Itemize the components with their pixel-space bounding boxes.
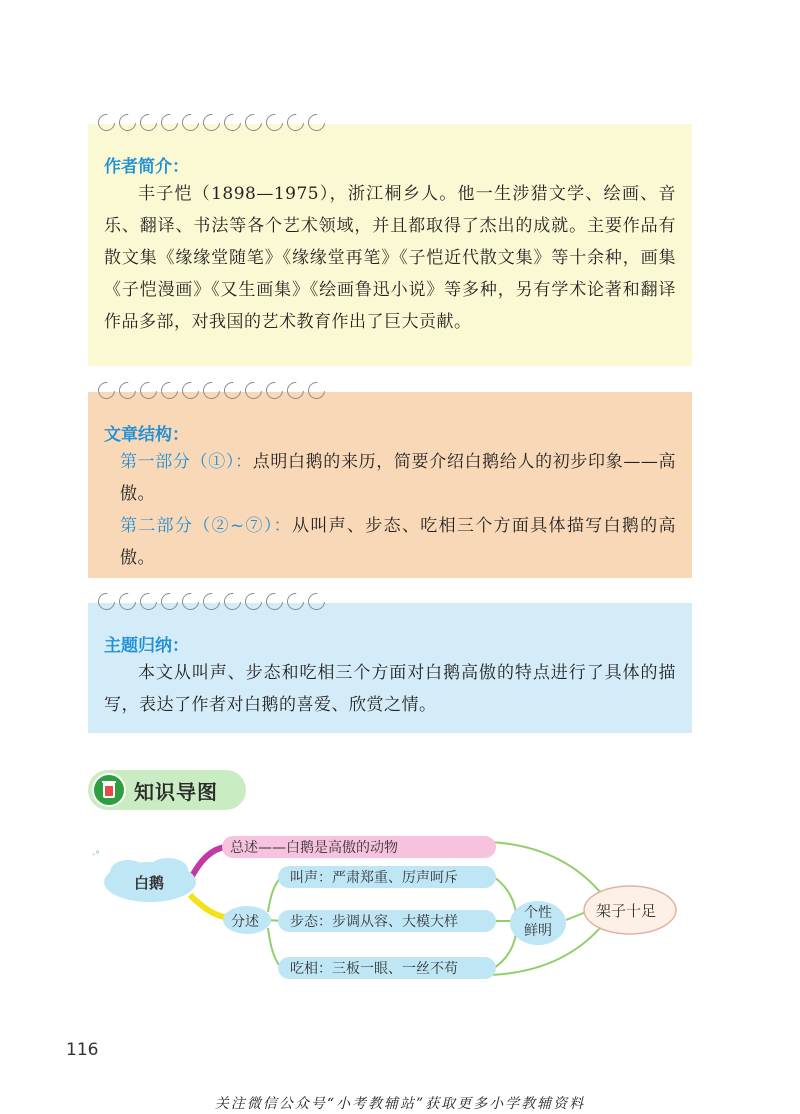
footer-note: 关注微信公众号“小考教辅站”获取更多小学教辅资料 [214, 1096, 586, 1112]
connector [490, 842, 600, 892]
gait-label: 步态：步调从容、大模大样 [290, 914, 458, 930]
mindmap-title: 知识导图 [134, 780, 218, 804]
author-title: 作者简介： [104, 157, 189, 177]
part1-label: 第一部分（①）： [120, 452, 253, 472]
eating-label: 吃相：三板一眼、一丝不苟 [290, 961, 458, 977]
author-body: 丰子恺（1898—1975），浙江桐乡人。他一生涉猎文学、绘画、音乐、翻译、书法等各个艺术领域，并且都取得了杰出的成就。主要作品有散文集《缘缘堂随笔》《缘缘堂再笔》《子恺近代散文集》等十余种，画集《子恺漫画》《又生画集》《绘画鲁迅小说》等多种，另有学术论著和翻译作品多部，对我国的艺术教育作出了巨大贡献。 [104, 184, 676, 332]
detail-branch [190, 895, 225, 917]
connector [494, 877, 516, 912]
connector [566, 912, 586, 920]
author-card [88, 124, 692, 366]
part2-label: 第二部分（②~⑦）： [120, 516, 292, 536]
binder-rings [98, 114, 329, 134]
structure-title: 文章结构： [104, 425, 189, 445]
connector [494, 934, 516, 968]
detail-label: 分述 [231, 914, 259, 930]
mindmap-header [88, 770, 246, 810]
part2-text: 从叫声、步态、吃相三个方面具体描写白鹅的高傲。 [120, 516, 676, 568]
trait-label: 个性鲜明 [524, 905, 552, 939]
conclusion-label: 架子十足 [596, 902, 657, 920]
binder-rings [98, 382, 329, 402]
theme-body: 本文从叫声、步态和吃相三个方面对白鹅高傲的特点进行了具体的描写，表达了作者对白鹅的喜爱、欣赏之情。 [104, 663, 676, 715]
structure-part1 [120, 446, 676, 510]
theme-card [88, 603, 692, 733]
part1-text: 点明白鹅的来历，简要介绍白鹅给人的初步印象——高傲。 [120, 452, 677, 504]
binder-rings [98, 593, 329, 613]
page-number: 116 [66, 1040, 99, 1060]
flask-icon [92, 773, 126, 807]
overview-branch [190, 847, 225, 880]
root-label: 白鹅 [134, 874, 165, 892]
cry-label: 叫声：严肃郑重、厉声呵斥 [290, 870, 458, 886]
structure-part2 [120, 510, 676, 574]
structure-card [88, 392, 692, 578]
theme-title: 主题归纳： [104, 636, 189, 656]
overview-label: 总述——白鹅是高傲的动物 [230, 840, 398, 856]
svg-text:·°: ·° [92, 850, 101, 861]
